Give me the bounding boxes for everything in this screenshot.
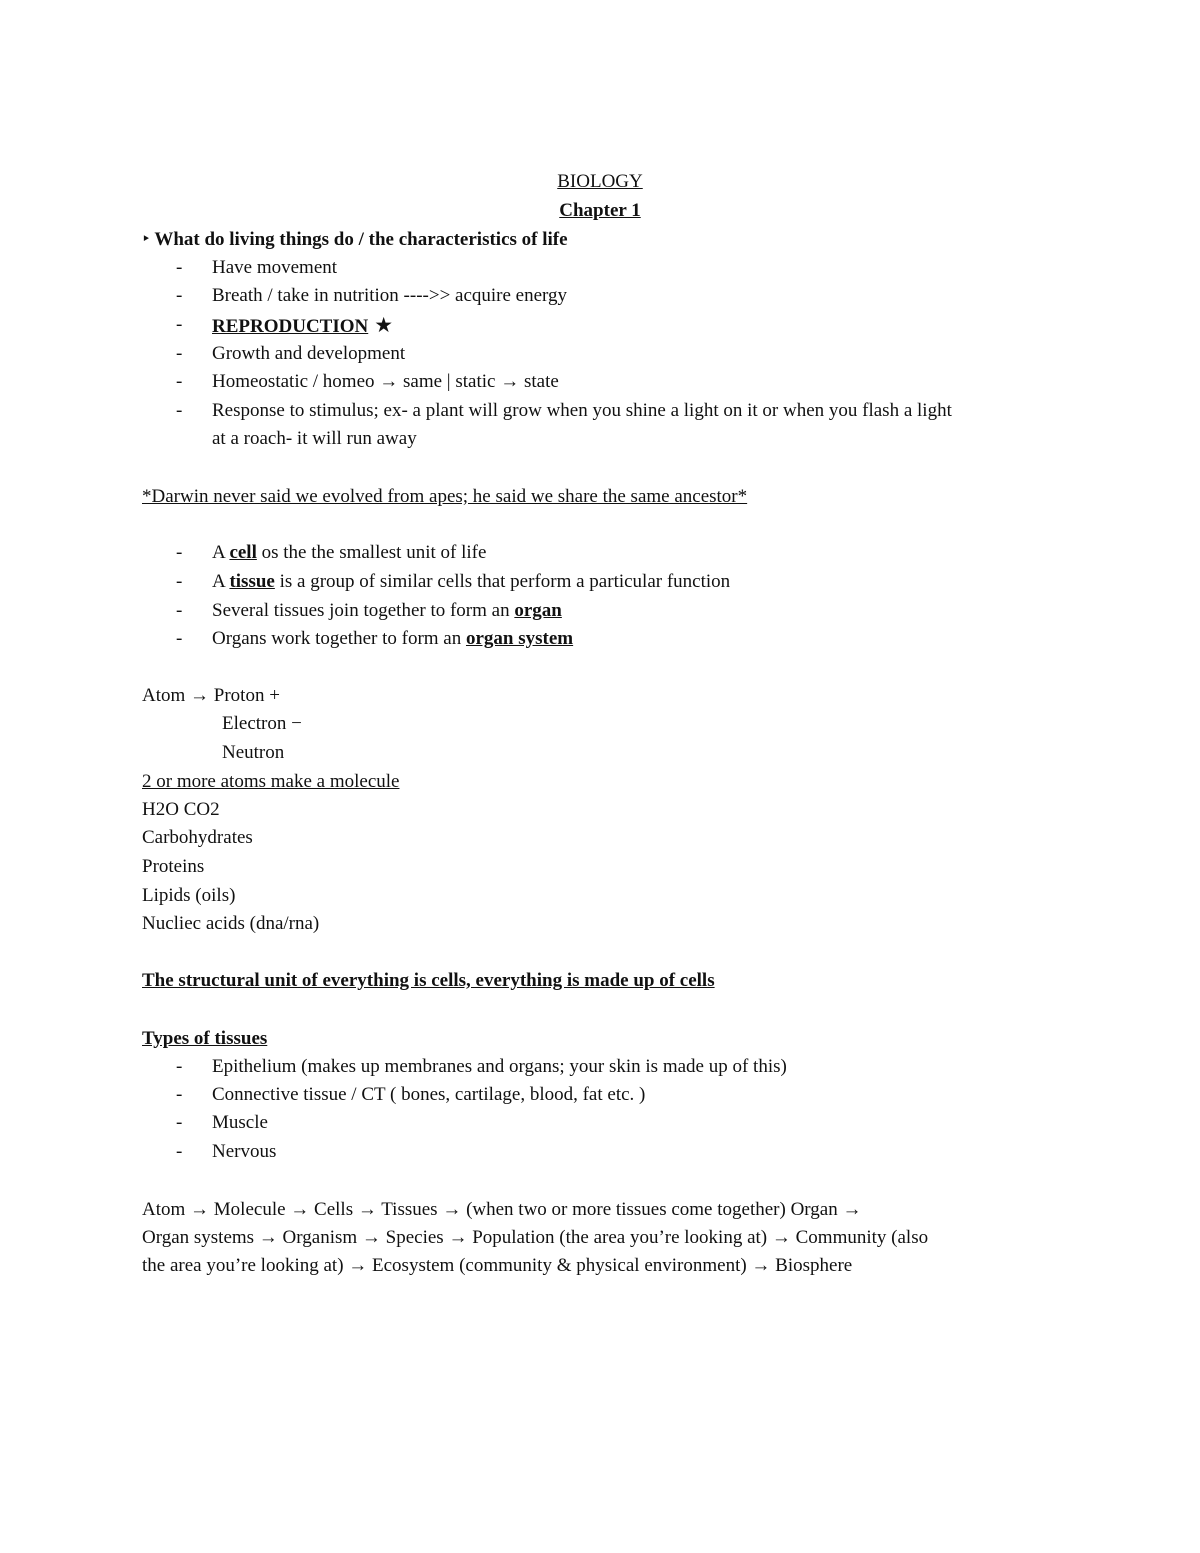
tissue-item: Nervous	[212, 1141, 277, 1162]
text: is a group of similar cells that perform a particular function	[274, 571, 731, 592]
molecule-line: 2 or more atoms make a molecule	[142, 771, 400, 792]
neutron-line: Neutron	[222, 742, 285, 763]
tissue-item: Muscle	[212, 1112, 268, 1133]
list-item-reproduction	[212, 311, 393, 342]
molecule-item: Carbohydrates	[142, 827, 253, 848]
molecule-item: Proteins	[142, 856, 205, 877]
chapter-heading: Chapter 1	[559, 200, 641, 221]
triangle-bullet-icon: ‣	[142, 231, 151, 246]
list-dash: -	[176, 1112, 183, 1133]
list-dash: -	[176, 542, 183, 563]
list-item: Homeostatic / homeo → same | static → state	[212, 371, 559, 392]
structural-unit-statement: The structural unit of everything is cells, everything is made up of cells	[142, 970, 715, 991]
characteristics-heading-text: What do living things do / the characteristics of life	[154, 229, 568, 250]
list-dash: -	[176, 400, 183, 421]
star-icon: ★	[374, 313, 394, 337]
reproduction-label: REPRODUCTION	[212, 316, 369, 337]
list-dash: -	[176, 257, 183, 278]
characteristics-heading	[142, 226, 568, 256]
list-dash: -	[176, 285, 183, 306]
atom-line: Atom → Proton +	[142, 685, 280, 706]
list-item-cell	[212, 539, 486, 568]
list-dash: -	[176, 628, 183, 649]
list-dash: -	[176, 600, 183, 621]
list-item-organ-system	[212, 625, 573, 654]
list-dash: -	[176, 314, 183, 335]
list-dash: -	[176, 371, 183, 392]
tissue-types-heading: Types of tissues	[142, 1028, 268, 1049]
text: A	[212, 571, 230, 592]
text: os the the smallest unit of life	[256, 542, 487, 563]
list-item: Breath / take in nutrition ---->> acquire energy	[212, 285, 568, 306]
list-item-organ	[212, 597, 562, 626]
electron-line: Electron −	[222, 713, 302, 734]
tissue-item: Epithelium (makes up membranes and organs; your skin is made up of this)	[212, 1056, 787, 1077]
tissue-item: Connective tissue / CT ( bones, cartilage, blood, fat etc. )	[212, 1084, 646, 1105]
molecule-item: Lipids (oils)	[142, 885, 236, 906]
term-organ: organ	[514, 600, 562, 621]
text: Several tissues join together to form an	[212, 600, 515, 621]
list-item-tissue	[212, 568, 730, 597]
term-tissue: tissue	[229, 571, 275, 592]
list-dash: -	[176, 1084, 183, 1105]
list-dash: -	[176, 1141, 183, 1162]
list-dash: -	[176, 571, 183, 592]
list-item: Response to stimulus; ex- a plant will grow when you shine a light on it or when you flash a light	[212, 400, 952, 421]
hierarchy-line: Organ systems → Organism → Species → Population (the area you’re looking at) → Community (also	[142, 1227, 929, 1248]
molecule-item: Nucliec acids (dna/rna)	[142, 913, 320, 934]
list-item: Growth and development	[212, 343, 406, 364]
molecule-item: H2O CO2	[142, 799, 220, 820]
list-dash: -	[176, 1056, 183, 1077]
darwin-note: *Darwin never said we evolved from apes; he said we share the same ancestor*	[142, 486, 748, 507]
term-organ-system: organ system	[465, 628, 574, 649]
hierarchy-line: Atom → Molecule → Cells → Tissues → (when two or more tissues come together) Organ →	[142, 1199, 862, 1220]
text: A	[212, 542, 230, 563]
list-item: Have movement	[212, 257, 338, 278]
list-dash: -	[176, 343, 183, 364]
hierarchy-line: the area you’re looking at) → Ecosystem (community & physical environment) → Biosphere	[142, 1255, 853, 1276]
text: Organs work together to form an	[212, 628, 466, 649]
page-title: BIOLOGY	[557, 171, 643, 192]
list-item-continuation: at a roach- it will run away	[212, 428, 417, 449]
term-cell: cell	[229, 542, 257, 563]
